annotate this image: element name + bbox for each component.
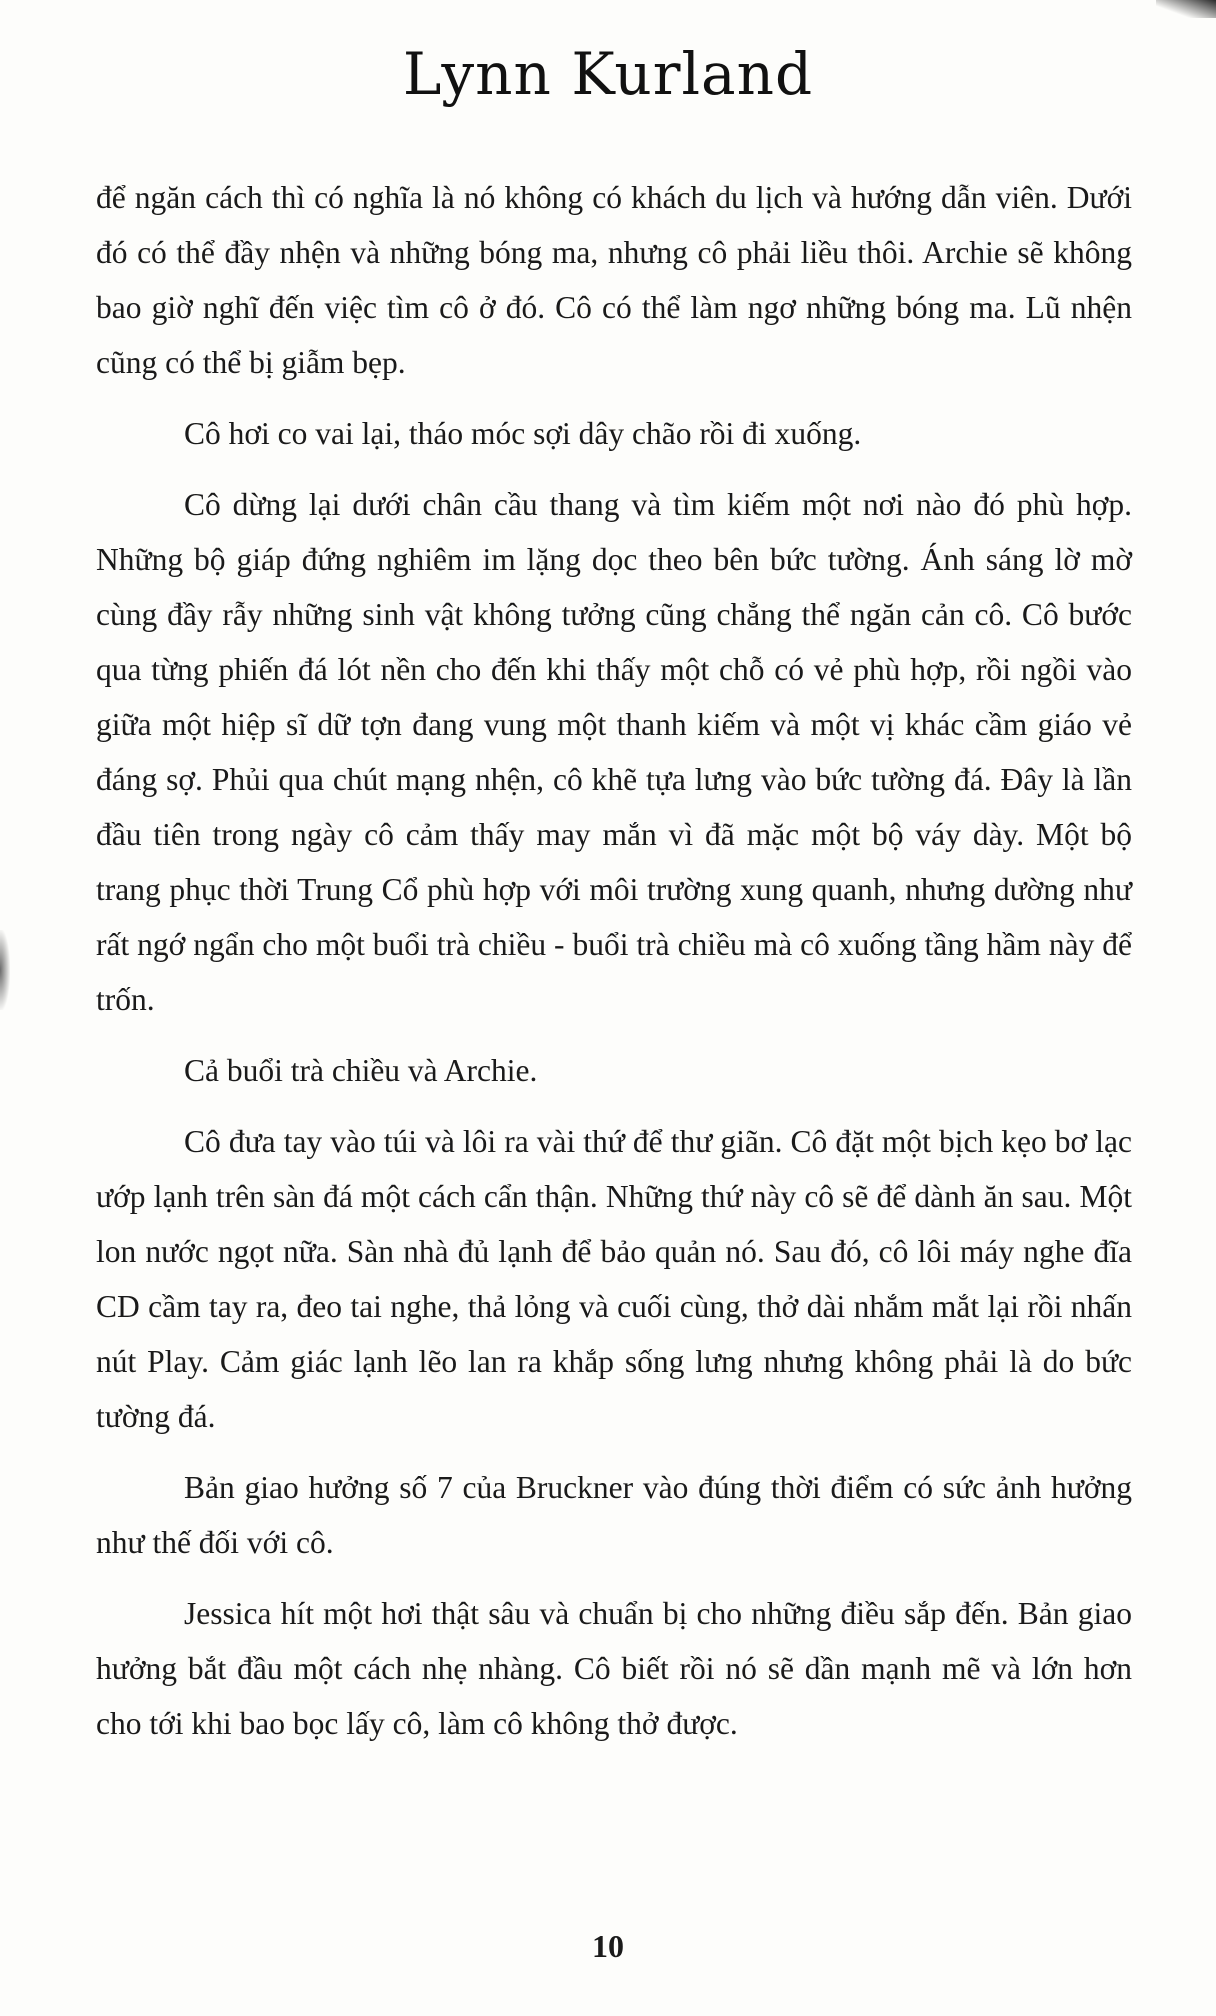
- binding-smudge: [0, 930, 10, 1010]
- running-header-author: Lynn Kurland: [402, 40, 814, 108]
- paragraph-5: Cô đưa tay vào túi và lôi ra vài thứ để thư giãn. Cô đặt một bịch kẹo bơ lạc ướp lạnh trên sàn đá một cách cẩn thận. Những thứ này cô sẽ để dành ăn sau. Một lon nước ngọt nữa. Sàn nhà đủ lạnh để bảo quản nó. Sau đó, cô lôi máy nghe đĩa CD cầm tay ra, đeo tai nghe, thả lỏng và cuối cùng, thở dài nhắm mắt lại rồi nhấn nút Play. Cảm giác lạnh lẽo lan ra khắp sống lưng nhưng không phải là do bức tường đá.: [96, 1124, 1132, 1434]
- page-edge-shadow: [1156, 0, 1216, 18]
- paragraph-7: Jessica hít một hơi thật sâu và chuẩn bị cho những điều sắp đến. Bản giao hưởng bắt đầu một cách nhẹ nhàng. Cô biết rồi nó sẽ dần mạnh mẽ và lớn hơn cho tới khi bao bọc lấy cô, làm cô không thở được.: [96, 1596, 1132, 1741]
- paragraph-4: Cả buổi trà chiều và Archie.: [184, 1053, 538, 1088]
- page-number: 10: [592, 1928, 624, 1964]
- paragraph-2: Cô hơi co vai lại, tháo móc sợi dây chão rồi đi xuống.: [184, 416, 862, 451]
- paragraph-3: Cô dừng lại dưới chân cầu thang và tìm kiếm một nơi nào đó phù hợp. Những bộ giáp đứng nghiêm im lặng dọc theo bên bức tường. Ánh sáng lờ mờ cùng đầy rẫy những sinh vật không tưởng cũng chẳng thể ngăn cản cô. Cô bước qua từng phiến đá lót nền cho đến khi thấy một chỗ có vẻ phù hợp, rồi ngồi vào giữa một hiệp sĩ dữ tợn đang vung một thanh kiếm và một vị khác cầm giáo vẻ đáng sợ. Phủi qua chút mạng nhện, cô khẽ tựa lưng vào bức tường đá. Đây là lần đầu tiên trong ngày cô cảm thấy may mắn vì đã mặc một bộ váy dày. Một bộ trang phục thời Trung Cổ phù hợp với môi trường xung quanh, nhưng dường như rất ngớ ngẩn cho một buổi trà chiều - buổi trà chiều mà cô xuống tầng hầm này để trốn.: [96, 487, 1132, 1017]
- body-text: [96, 170, 1132, 1767]
- paragraph-6: Bản giao hưởng số 7 của Bruckner vào đúng thời điểm có sức ảnh hưởng như thế đối với cô.: [96, 1470, 1132, 1560]
- paragraph-1: để ngăn cách thì có nghĩa là nó không có khách du lịch và hướng dẫn viên. Dưới đó có thể đầy nhện và những bóng ma, nhưng cô phải liều thôi. Archie sẽ không bao giờ nghĩ đến việc tìm cô ở đó. Cô có thể làm ngơ những bóng ma. Lũ nhện cũng có thể bị giẫm bẹp.: [96, 180, 1132, 380]
